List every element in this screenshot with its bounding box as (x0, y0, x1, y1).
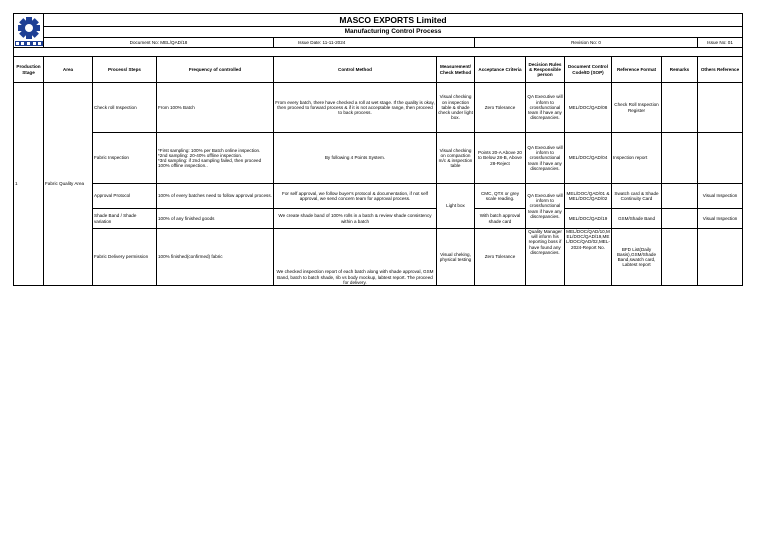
masco-logo-icon (16, 15, 42, 41)
header-remarks: Remarks (662, 57, 698, 83)
frequency-cell: From 100% Batch (157, 83, 274, 133)
remarks-cell (662, 229, 698, 286)
acceptance-cell: Zero Tolerance (475, 229, 526, 286)
doc-code-cell: MEL/DOC/QAD/19 (565, 209, 612, 229)
frequency-cell: 100% of any finished goods (157, 209, 274, 229)
area-cell: Fabric Quality Area (44, 83, 93, 286)
logo-band (15, 41, 43, 46)
process-cell: Check roll Inspection (93, 83, 157, 133)
process-cell: Fabric Delivery permission (93, 229, 157, 286)
remarks-cell (662, 83, 698, 133)
header-acceptance: Acceptance Criteria (475, 57, 526, 83)
measurement-cell: Visual checking on inspection table & shade check under light box. (437, 83, 475, 133)
process-cell: Shade Band / Shade variation (93, 209, 157, 229)
table-row (14, 209, 743, 229)
frequency-cell: 100% finished(confirmed) fabric (157, 229, 274, 286)
remarks-cell (662, 184, 698, 209)
header-production-stage: Production Stage (14, 57, 44, 83)
control-method-cell: We create shade band of 100% rolls in a batch & review shade consistency within a batch (274, 209, 437, 229)
control-method-cell: By following 4 Points System. (274, 133, 437, 184)
acceptance-cell: CMC, QTX or grey scale reading. (475, 184, 526, 209)
header-frequency: Frequency of controlled (157, 57, 274, 83)
company-title: MASCO EXPORTS Limited (44, 14, 743, 27)
document-subtitle: Manufacturing Control Process (44, 27, 743, 38)
acceptance-cell: Points 20-A Above 20 to Below 28-B, Above 28-Reject (475, 133, 526, 184)
doc-code-cell: MEL/DOC/QAD/01 & MEL/DOC/QAD/02 (565, 184, 612, 209)
measurement-cell: Visual checking on compaction m/c & inspection table (437, 133, 475, 184)
frequency-cell: *First sampling: 100% per Batch online inspection. *2nd sampling: 20-40% offline inspection. *3rd sampling: if 2nd sampling failed, then proceed 100% offline inspection.. (157, 133, 274, 184)
header-measurement: Measurement/ Check Method (437, 57, 475, 83)
header-reference: Reference Format (612, 57, 662, 83)
measurement-cell: Visual cheking, physical testing (437, 229, 475, 286)
header-doc-code: Document Control Code/ID (SOP) (565, 57, 612, 83)
control-process-table (13, 13, 743, 286)
table-row (14, 133, 743, 184)
acceptance-cell: Zero Tolerance (475, 83, 526, 133)
control-process-sheet (13, 13, 742, 286)
header-others: Others Reference (698, 57, 743, 83)
control-method-cell: We checked inspection report of each batch along with shade approval, GSM Band, batch to batch shade, rib vs body mockup, labtest report. The proceed for delivery. (274, 229, 437, 286)
control-method-cell: From every batch, there have checked a roll at wet stage. If the quality is okay, then proceed to forward process & if it is not acceptable range, then proceed to back process. (274, 83, 437, 133)
measurement-cell: Light box (437, 184, 475, 229)
others-cell (698, 229, 743, 286)
document-number: Document No: MEL/QAD/18 (44, 38, 274, 48)
table-row (14, 83, 743, 133)
reference-cell: Swatch card & Shade Continuity Card (612, 184, 662, 209)
production-stage-cell: 1 (14, 83, 44, 286)
company-logo (14, 14, 44, 48)
table-row (14, 184, 743, 209)
issue-number: Issue No: 01 (698, 38, 743, 48)
remarks-cell (662, 133, 698, 184)
table-row (14, 229, 743, 286)
remarks-cell (662, 209, 698, 229)
header-area: Area (44, 57, 93, 83)
others-cell: Visual Inspection (698, 184, 743, 209)
revision-number: Revision No: 0 (475, 38, 698, 48)
reference-cell: GSM/Shade Band (612, 209, 662, 229)
issue-date: Issue Date: 11-11-2024 (274, 38, 475, 48)
doc-code-cell: MEL/DOC/QAD/04 (565, 133, 612, 184)
process-cell: Approval Protocol (93, 184, 157, 209)
header-control-method: Control Method (274, 57, 437, 83)
reference-cell: BFD List(Daily Basis),GSM/Shade Band,swatch card, Labtest report (612, 229, 662, 286)
process-cell: Fabric Inspection (93, 133, 157, 184)
decision-cell: QA Executive will inform to crossfunctional team if have any discrepancies. (526, 133, 565, 184)
doc-code-cell: MEL/DOC/QAD/10,MEL/DOC/QAD/19,MEL/DOC/QAD/02,MEL-2024-Report No. (565, 229, 612, 286)
reference-cell: Check Roll Inspection Register (612, 83, 662, 133)
decision-cell: Quality Manager will inform his reporting boss if have found any discrepancies. (526, 229, 565, 286)
spacer-row (14, 48, 743, 57)
header-process: Process/ Steps (93, 57, 157, 83)
decision-cell: QA Executive will inform to crossfunctional team if have any discrepancies. (526, 83, 565, 133)
header-decision: Decision Rules & Responsible person (526, 57, 565, 83)
others-cell (698, 133, 743, 184)
others-cell: Visual Inspection (698, 209, 743, 229)
frequency-cell: 100% of every batches need to follow approval process. (157, 184, 274, 209)
acceptance-cell: With batch approval shade card (475, 209, 526, 229)
reference-cell: Inspection report (612, 133, 662, 184)
others-cell (698, 83, 743, 133)
control-method-cell: For self approval, we follow buyer's protocol & documentation, if not self approval, we send concern team for approval process. (274, 184, 437, 209)
doc-code-cell: MEL/DOC/QAD/08 (565, 83, 612, 133)
decision-cell: QA Executive will inform to crossfunctional team if have any discrepancies. (526, 184, 565, 229)
